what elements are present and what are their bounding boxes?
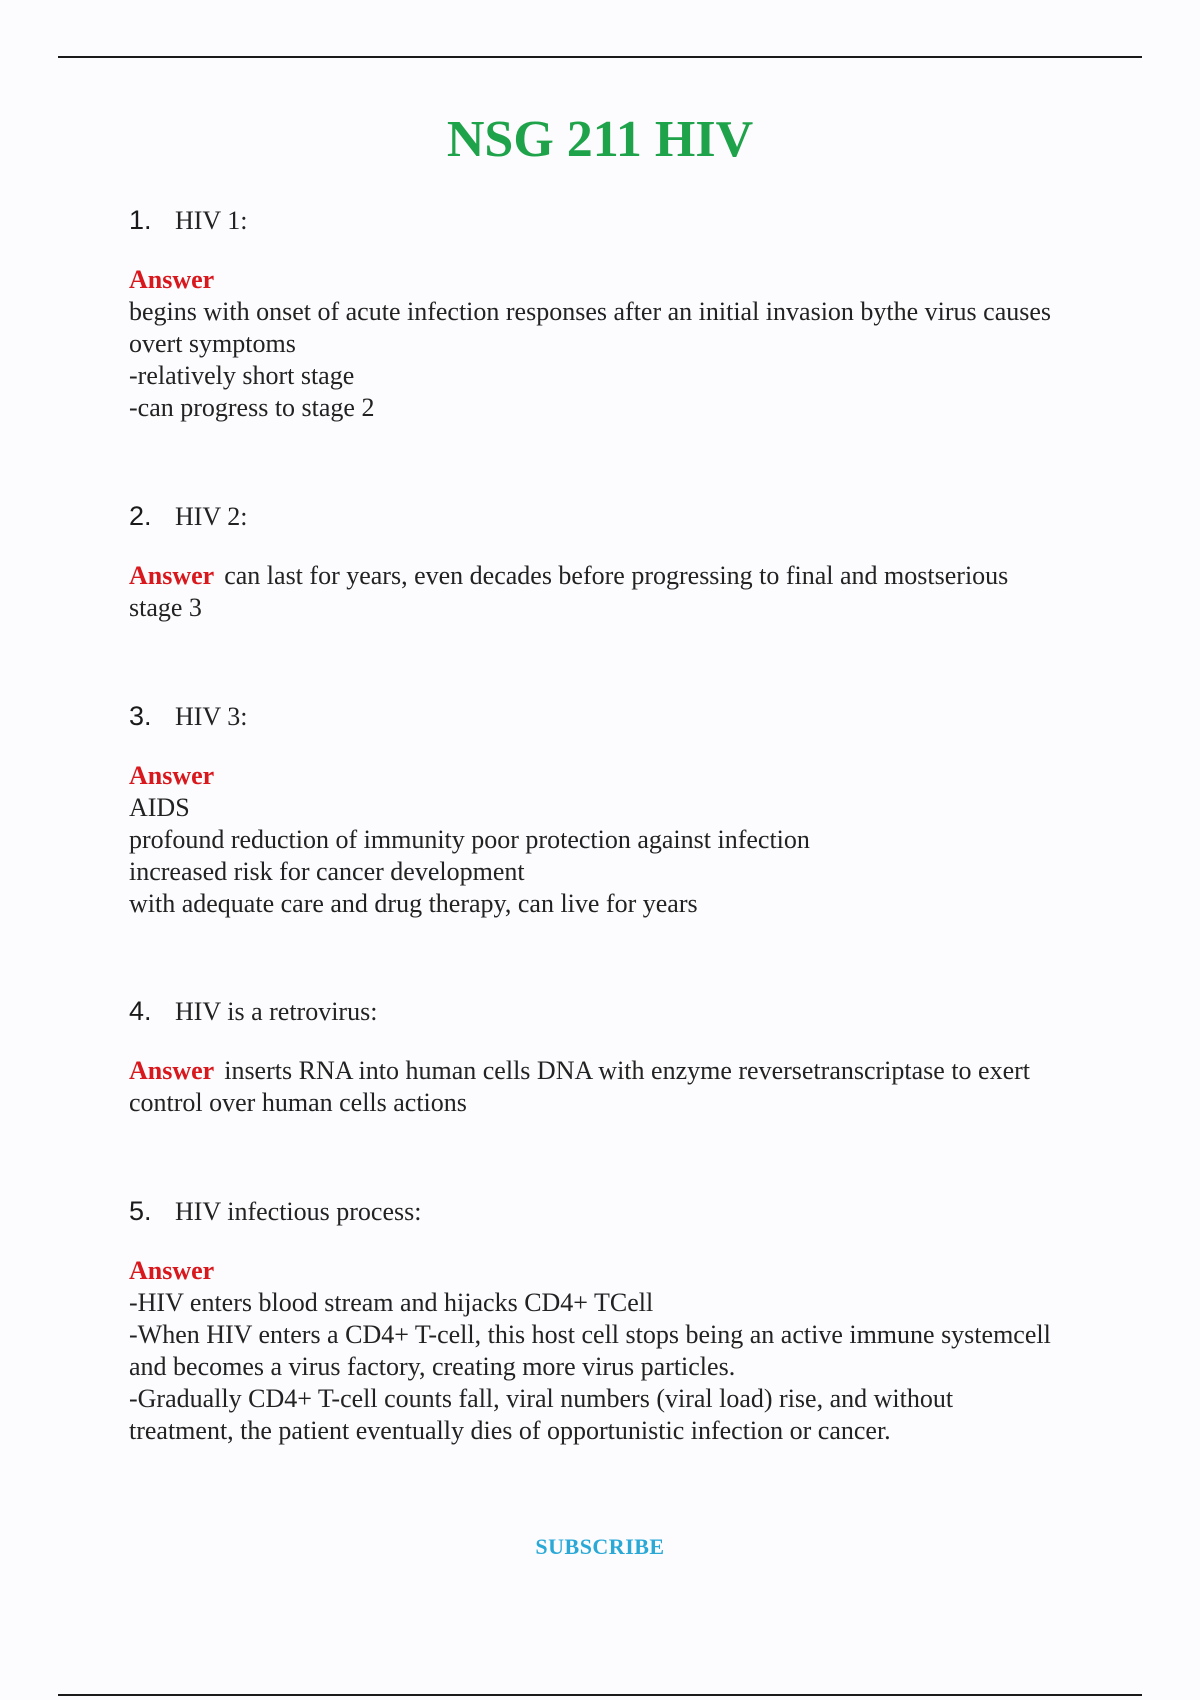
page-title: NSG 211 HIV: [446, 111, 754, 168]
question: [129, 995, 1139, 1027]
answer-block: [129, 264, 1139, 424]
question: [129, 700, 1139, 732]
answer-line: -When HIV enters a CD4+ T-cell, this host cell stops being an active immune systemcell: [129, 1320, 1051, 1349]
question-number: 3.: [129, 701, 152, 731]
answer-label: Answer: [129, 265, 215, 294]
question-text: HIV 2:: [175, 502, 248, 531]
question: [129, 1195, 1139, 1227]
qa-item-3: [129, 700, 1139, 920]
answer-line: -relatively short stage: [129, 361, 355, 390]
answer-block: [129, 1255, 1139, 1447]
answer-line: -can progress to stage 2: [129, 393, 375, 422]
question: [129, 500, 1139, 532]
question-text: HIV is a retrovirus:: [175, 997, 378, 1026]
answer-line: overt symptoms: [129, 329, 296, 358]
top-divider: [58, 56, 1142, 58]
qa-item-4: [129, 995, 1139, 1119]
answer-label: Answer: [129, 561, 215, 590]
question-text: HIV 1:: [175, 206, 248, 235]
answer-line: begins with onset of acute infection responses after an initial invasion bythe virus causes: [129, 297, 1052, 326]
answer-line: profound reduction of immunity poor protection against infection: [129, 825, 810, 854]
question-number: 4.: [129, 996, 152, 1026]
answer-label: Answer: [129, 761, 215, 790]
answer-line: with adequate care and drug therapy, can live for years: [129, 889, 698, 918]
question-text: HIV infectious process:: [175, 1197, 422, 1226]
answer-label: Answer: [129, 1056, 215, 1085]
answer-label: Answer: [129, 1256, 215, 1285]
question-number: 5.: [129, 1196, 152, 1226]
answer-block: [129, 560, 1139, 624]
answer-line: increased risk for cancer development: [129, 857, 525, 886]
answer-line: and becomes a virus factory, creating more virus particles.: [129, 1352, 736, 1381]
answer-line: control over human cells actions: [129, 1088, 467, 1117]
question-number: 1.: [129, 205, 152, 235]
answer-block: [129, 760, 1139, 920]
answer-line: -HIV enters blood stream and hijacks CD4+ TCell: [129, 1288, 654, 1317]
answer-inline-text: can last for years, even decades before progressing to final and mostserious: [224, 561, 1009, 590]
answer-inline-text: inserts RNA into human cells DNA with enzyme reversetranscriptase to exert: [224, 1056, 1031, 1085]
qa-item-5: [129, 1195, 1139, 1447]
answer-line: AIDS: [129, 793, 190, 822]
answer-line: -Gradually CD4+ T-cell counts fall, viral numbers (viral load) rise, and without: [129, 1384, 954, 1413]
qa-item-2: [129, 500, 1139, 624]
qa-item-1: [129, 204, 1139, 424]
subscribe-link[interactable]: SUBSCRIBE: [535, 1534, 665, 1559]
answer-line: stage 3: [129, 593, 202, 622]
question-text: HIV 3:: [175, 702, 248, 731]
question: [129, 204, 1139, 236]
bottom-divider: [58, 1694, 1142, 1696]
answer-line: treatment, the patient eventually dies of opportunistic infection or cancer.: [129, 1416, 891, 1445]
question-number: 2.: [129, 501, 152, 531]
answer-block: [129, 1055, 1139, 1119]
